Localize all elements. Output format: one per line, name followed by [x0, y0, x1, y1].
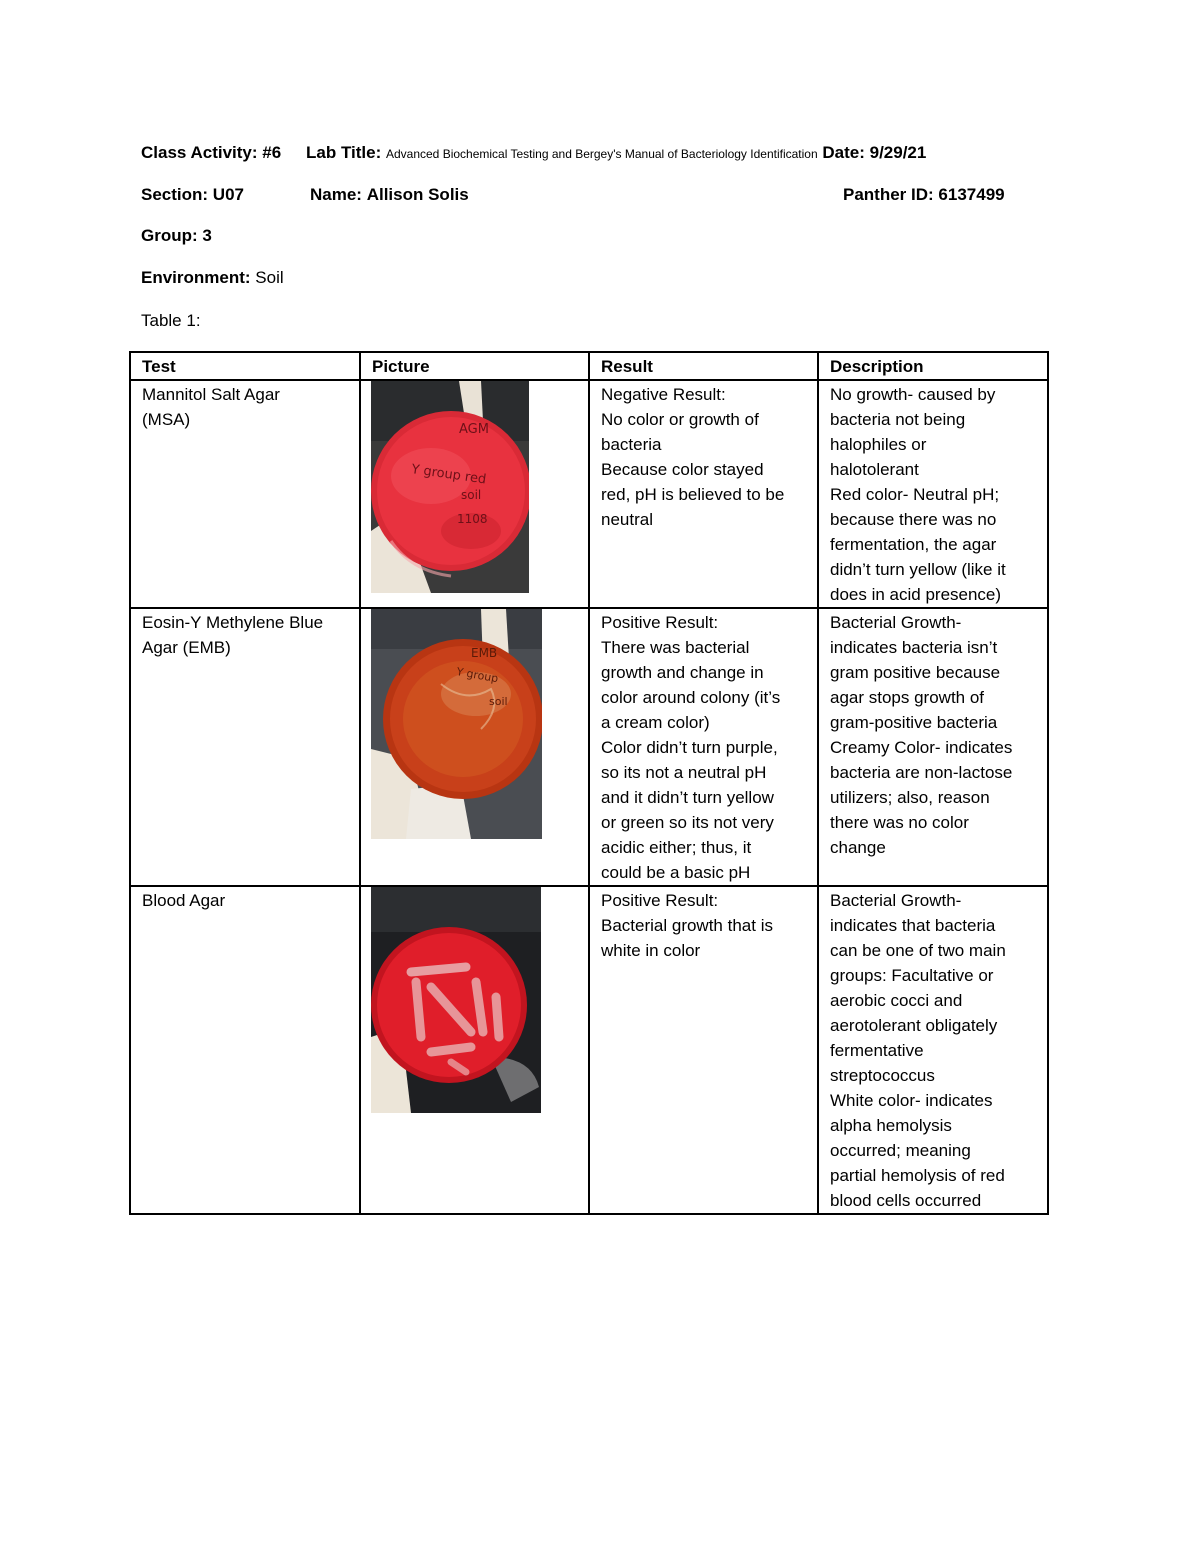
result-line: Positive Result:	[601, 891, 719, 910]
description-line: change	[830, 838, 886, 857]
class-activity-value: #6	[262, 143, 282, 162]
description-line: indicates bacteria isn’t	[830, 638, 998, 657]
environment-value: Soil	[255, 268, 284, 287]
msa-plate-photo	[371, 381, 529, 593]
description-line: Creamy Color- indicates	[830, 738, 1013, 757]
result-line: neutral	[601, 510, 653, 529]
description-line: aerobic cocci and	[830, 991, 963, 1010]
description-line: can be one of two main	[830, 941, 1006, 960]
test-line: Agar (EMB)	[142, 638, 231, 657]
plate-label-line: soil	[461, 488, 482, 502]
description-line: gram positive because	[830, 663, 1001, 682]
description-line: White color- indicates	[830, 1091, 993, 1110]
plate-label-line: 1108	[457, 512, 488, 526]
student-name	[310, 185, 469, 205]
plate-label-line: Y group red	[410, 462, 488, 488]
result-line: bacteria	[601, 435, 662, 454]
test-line: (MSA)	[142, 410, 191, 429]
test-line: Mannitol Salt Agar	[142, 385, 280, 404]
class-activity-label: Class Activity:	[141, 143, 258, 162]
description-line: indicates that bacteria	[830, 916, 996, 935]
class-activity	[141, 143, 281, 163]
description-line: bacteria are non-lactose	[830, 763, 1013, 782]
plate-label-line: AGM	[459, 422, 489, 437]
date-label: Date:	[822, 143, 865, 162]
section	[141, 185, 244, 205]
description-line: aerotolerant obligately	[830, 1016, 998, 1035]
result-line: or green so its not very	[601, 813, 774, 832]
emb-plate-photo	[371, 609, 542, 839]
group	[141, 226, 212, 246]
description-line: there was no color	[830, 813, 969, 832]
lab-title	[306, 143, 926, 163]
description-line: does in acid presence)	[830, 585, 1002, 604]
environment-label: Environment:	[141, 268, 251, 287]
column-header-result: Result	[589, 352, 818, 380]
group-label: Group:	[141, 226, 198, 245]
description-line: groups: Facultative or	[830, 966, 994, 985]
table-row-emb	[130, 608, 1048, 886]
description-line: streptococcus	[830, 1066, 935, 1085]
table-caption: Table 1:	[141, 311, 201, 330]
description-line: agar stops growth of	[830, 688, 985, 707]
description-cell	[818, 380, 1048, 608]
column-header-description: Description	[818, 352, 1048, 380]
test-cell	[130, 380, 360, 608]
description-line: halophiles or	[830, 435, 927, 454]
plate-label-line: soil	[489, 695, 508, 708]
test-cell	[130, 608, 360, 886]
column-header-test: Test	[130, 352, 360, 380]
result-line: Bacterial growth that is	[601, 916, 773, 935]
description-line: utilizers; also, reason	[830, 788, 990, 807]
result-line: Because color stayed	[601, 460, 764, 479]
result-cell	[589, 608, 818, 886]
picture-cell	[360, 380, 589, 608]
description-line: alpha hemolysis	[830, 1116, 952, 1135]
result-line: growth and change in	[601, 663, 764, 682]
description-line: fermentation, the agar	[830, 535, 997, 554]
picture-cell	[360, 886, 589, 1214]
result-cell	[589, 886, 818, 1214]
picture-cell	[360, 608, 589, 886]
result-line: white in color	[601, 941, 701, 960]
lab-results-table	[129, 351, 1049, 1215]
result-line: Color didn’t turn purple,	[601, 738, 778, 757]
panther-label: Panther ID:	[843, 185, 934, 204]
description-line: gram-positive bacteria	[830, 713, 998, 732]
plate-label-line: Y group	[455, 665, 500, 686]
description-line: No growth- caused by	[830, 385, 996, 404]
description-cell	[818, 608, 1048, 886]
description-line: because there was no	[830, 510, 997, 529]
result-line: Positive Result:	[601, 613, 719, 632]
table-header-row	[130, 352, 1048, 380]
test-line: Blood Agar	[142, 891, 226, 910]
table-row-blood-agar	[130, 886, 1048, 1214]
group-value: 3	[202, 226, 212, 245]
description-cell	[818, 886, 1048, 1214]
description-line: blood cells occurred	[830, 1191, 982, 1210]
description-line: halotolerant	[830, 460, 919, 479]
description-line: occurred; meaning	[830, 1141, 971, 1160]
panther-value: 6137499	[938, 185, 1005, 204]
result-line: and it didn’t turn yellow	[601, 788, 774, 807]
date-value: 9/29/21	[869, 143, 927, 162]
description-line: bacteria not being	[830, 410, 966, 429]
blood-agar-plate-photo	[371, 887, 541, 1113]
result-line: a cream color)	[601, 713, 710, 732]
section-label: Section:	[141, 185, 209, 204]
name-value: Allison Solis	[366, 185, 469, 204]
result-line: color around colony (it’s	[601, 688, 781, 707]
result-line: Negative Result:	[601, 385, 726, 404]
test-line: Eosin-Y Methylene Blue	[142, 613, 324, 632]
result-line: red, pH is believed to be	[601, 485, 785, 504]
lab-title-label: Lab Title:	[306, 143, 382, 162]
plate-label-line: EMB	[471, 646, 498, 660]
result-line: acidic either; thus, it	[601, 838, 752, 857]
result-line: could be a basic pH	[601, 863, 751, 882]
result-cell	[589, 380, 818, 608]
test-cell	[130, 886, 360, 1214]
description-line: didn’t turn yellow (like it	[830, 560, 1006, 579]
panther-id	[843, 185, 1005, 205]
table-row-msa	[130, 380, 1048, 608]
description-line: partial hemolysis of red	[830, 1166, 1005, 1185]
result-line: No color or growth of	[601, 410, 759, 429]
name-label: Name:	[310, 185, 362, 204]
column-header-picture: Picture	[360, 352, 589, 380]
result-line: There was bacterial	[601, 638, 750, 657]
description-line: fermentative	[830, 1041, 924, 1060]
lab-title-value: Advanced Biochemical Testing and Bergey's Manual of Bacteriology Identification	[385, 147, 818, 161]
section-value: U07	[212, 185, 244, 204]
description-line: Bacterial Growth-	[830, 891, 962, 910]
result-line: so its not a neutral pH	[601, 763, 767, 782]
description-line: Bacterial Growth-	[830, 613, 962, 632]
description-line: Red color- Neutral pH;	[830, 485, 1000, 504]
environment	[141, 268, 284, 288]
